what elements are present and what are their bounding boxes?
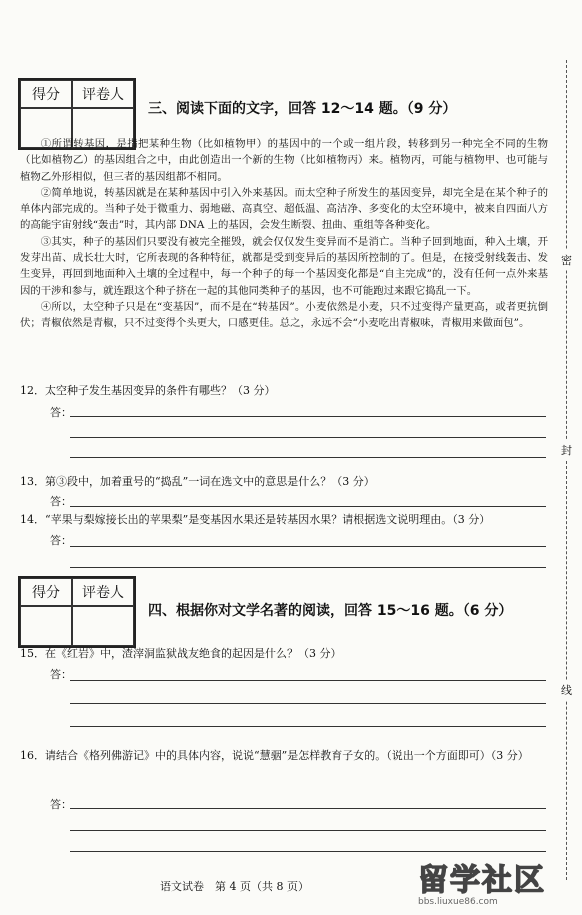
passage-paragraph-3: ③其实，种子的基因们只要没有被完全摧毁，就会仅仅发生变异而不是消亡。当种子回到地面，种入土壤，开发芽出苗、成长壮大时，它所表现的各种特征，就都是受到变异后的基因所控制的了。但是，在接受射线轰击、发生变异，再回到地面种入土壤的全过程中，每一个种子的每一个基因变化都是“自主完成”的，没有任何一点外来基因的干涉和参与，就连跟这个种子挤在一起的其他同类种子的基因，也不可能跑过来跟它捣乱一下。 (20, 235, 548, 297)
answer-line[interactable] (70, 726, 546, 727)
reading-passage (20, 136, 548, 332)
answer-line[interactable] (70, 437, 546, 438)
score-box-section4 (18, 576, 136, 648)
passage-paragraph-4: ④所以，太空种子只是在“变基因”，而不是在“转基因”。小麦依然是小麦，只不过变得产量更高，或者更抗倒伏；青椒依然是青椒，只不过变得个头更大，口感更佳。总之，永远不会“小麦吃出青椒味，青椒用来做面包”。 (20, 300, 548, 330)
watermark-brand: 留学社区 (418, 863, 546, 898)
binding-line (566, 60, 567, 880)
score-label: 得分 (20, 80, 72, 108)
question-14: 14．“苹果与梨嫁接长出的苹果梨”是变基因水果还是转基因水果？请根据选文说明理由。（3 分） (20, 513, 491, 526)
binding-mark-xian: 线 (561, 680, 572, 700)
answer-line[interactable] (70, 567, 546, 568)
answer-line[interactable] (70, 546, 546, 547)
answer-line[interactable] (70, 680, 546, 681)
binding-mark-mi: 密 (561, 250, 572, 270)
question-16: 16．请结合《格列佛游记》中的具体内容，说说“慧骃”是怎样教育子女的。（说出一个方面即可）（3 分） (20, 749, 529, 762)
question-12: 12．太空种子发生基因变异的条件有哪些？（3 分） (20, 384, 276, 397)
answer-line[interactable] (70, 830, 546, 831)
grader-label: 评卷人 (72, 80, 134, 108)
answer-line[interactable] (70, 457, 546, 458)
grader-label: 评卷人 (72, 578, 134, 606)
grader-cell (72, 606, 134, 646)
answer-label-12: 答： (50, 406, 72, 419)
answer-label-14: 答： (50, 534, 72, 547)
passage-paragraph-1: ①所谓转基因，是指把某种生物（比如植物甲）的基因中的一个或一组片段，转移到另一种完全不同的生物（比如植物乙）的基因组合之中，由此创造出一个新的生物（比如植物丙）来。植物丙，可能与植物甲、也可能与植物乙外形相似，但三者的基因组都不相同。 (20, 138, 548, 183)
section3-title: 三、阅读下面的文字，回答 12～14 题。（9 分） (148, 101, 457, 117)
score-cell (20, 606, 72, 646)
section4-title: 四、根据你对文学名著的阅读，回答 15～16 题。（6 分） (148, 603, 513, 619)
answer-label-16: 答： (50, 798, 72, 811)
answer-label-15: 答： (50, 668, 72, 681)
watermark (418, 855, 568, 913)
answer-line[interactable] (70, 416, 546, 417)
answer-line[interactable] (70, 703, 546, 704)
question-15: 15．在《红岩》中，渣滓洞监狱战友绝食的起因是什么？（3 分） (20, 647, 342, 660)
score-label: 得分 (20, 578, 72, 606)
answer-line[interactable] (70, 851, 546, 852)
passage-paragraph-2: ②简单地说，转基因就是在某种基因中引入外来基因。而太空种子所发生的基因变异，却完全是在某个种子的单体内部完成的。当种子处于微重力、弱地磁、高真空、超低温、高洁净、多变化的太空环境中，被来自四面八方的高能宇宙射线“轰击”时，其内部 DNA 上的基因，会发生断裂、扭曲、重组等各种变化。 (20, 186, 548, 232)
watermark-url: bbs.liuxue86.com (418, 897, 498, 907)
answer-line[interactable] (70, 506, 546, 507)
binding-mark-feng: 封 (561, 440, 572, 460)
answer-line[interactable] (70, 808, 546, 809)
question-13: 13．第③段中，加着重号的“捣乱”一词在选文中的意思是什么？（3 分） (20, 475, 375, 488)
answer-label-13: 答： (50, 495, 72, 508)
page-footer: 语文试卷 第 4 页（共 8 页） (160, 880, 309, 893)
